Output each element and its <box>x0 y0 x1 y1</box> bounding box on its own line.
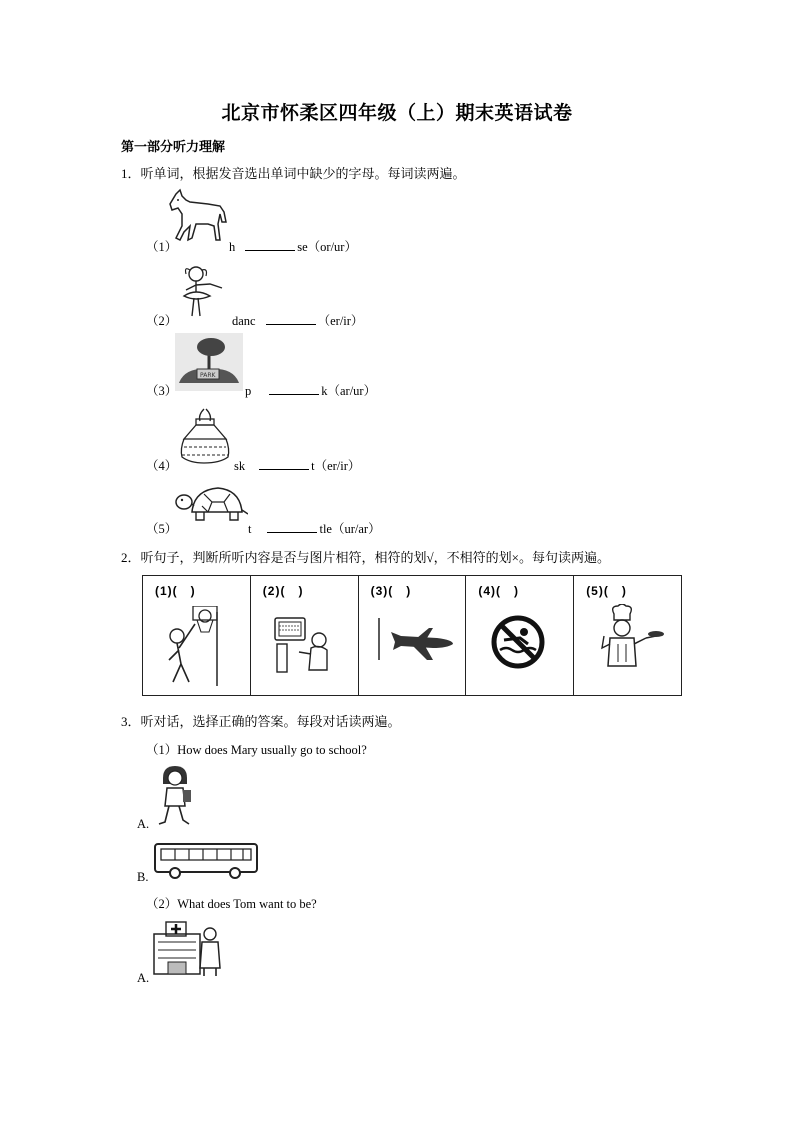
item-number: （5） <box>146 522 178 536</box>
q1-item-2 <box>146 311 177 329</box>
word-prefix: t <box>248 522 252 536</box>
q1-item-4 <box>146 456 177 474</box>
answer-blank[interactable] <box>259 458 309 470</box>
computer-user-icon <box>271 614 341 684</box>
airplane-icon <box>377 616 457 666</box>
item-number: （4） <box>146 459 178 473</box>
park-icon <box>175 333 243 391</box>
chef-icon <box>596 604 666 688</box>
doctor-hospital-icon <box>150 920 226 978</box>
q3-sub1-option-b-letter[interactable]: B. <box>137 870 149 884</box>
answer-blank[interactable] <box>266 313 316 325</box>
word-prefix: h <box>229 240 236 254</box>
grid-cell-1[interactable] <box>143 576 251 695</box>
page-title: 北京市怀柔区四年级（上）期末英语试卷 <box>221 103 573 124</box>
answer-blank[interactable] <box>267 521 317 533</box>
cell-label: (2)( ) <box>262 584 304 598</box>
skirt-icon <box>176 407 234 467</box>
cell-label: (5)( ) <box>586 584 627 598</box>
q3-sub2-question: （2）What does Tom want to be? <box>146 897 317 911</box>
word-suffix: tle（ur/ar） <box>319 522 381 536</box>
q1-item-5 <box>146 519 177 537</box>
horse-icon <box>168 188 230 246</box>
grid-cell-5[interactable] <box>574 576 681 695</box>
q1-item-1-word <box>229 237 357 255</box>
bus-icon <box>153 842 261 880</box>
dancer-icon <box>176 262 228 320</box>
item-number: （3） <box>146 384 178 398</box>
word-suffix: t（er/ir） <box>311 459 361 473</box>
item-number: （1） <box>146 240 178 254</box>
q3-sub1-question: （1）How does Mary usually go to school? <box>146 743 367 757</box>
picture-judgement-grid <box>142 575 682 696</box>
cell-label: (3)( ) <box>370 584 412 598</box>
grid-cell-3[interactable] <box>359 576 467 695</box>
item-number: （2） <box>146 314 178 328</box>
answer-blank[interactable] <box>269 383 319 395</box>
svg-text:PARK: PARK <box>200 372 216 379</box>
word-suffix: k（ar/ur） <box>321 384 377 398</box>
grid-cell-2[interactable] <box>251 576 359 695</box>
word-prefix: p <box>245 384 252 398</box>
question-1-prompt: 1．听单词，根据发音选出单词中缺少的字母。每词读两遍。 <box>121 166 466 181</box>
section-heading: 第一部分听力理解 <box>121 139 226 154</box>
question-3-prompt: 3．听对话，选择正确的答案。每段对话读两遍。 <box>121 714 401 729</box>
cell-label: (4)( ) <box>478 584 520 598</box>
basketball-player-icon <box>163 606 223 686</box>
no-swimming-icon <box>490 614 546 670</box>
turtle-icon <box>174 482 248 526</box>
q1-item-5-word <box>248 519 381 537</box>
q1-item-4-word <box>234 456 360 474</box>
word-prefix: danc <box>232 314 256 328</box>
q1-item-3 <box>146 381 177 399</box>
answer-blank[interactable] <box>245 239 295 251</box>
word-prefix: sk <box>234 459 246 473</box>
q3-sub2-option-a-letter[interactable]: A. <box>137 971 150 985</box>
q1-item-3-word <box>245 381 376 399</box>
word-suffix: se（or/ur） <box>297 240 357 254</box>
grid-cell-4[interactable] <box>466 576 574 695</box>
q3-sub1-option-a-letter[interactable]: A. <box>137 817 150 831</box>
q1-item-1 <box>146 237 177 255</box>
cell-label: (1)( ) <box>155 584 196 598</box>
question-2-prompt: 2．听句子，判断所听内容是否与图片相符，相符的划√，不相符的划×。每句读两遍。 <box>121 550 610 565</box>
q1-item-2-word <box>232 311 363 329</box>
word-suffix: （er/ir） <box>317 314 364 328</box>
walking-girl-icon <box>155 764 195 828</box>
